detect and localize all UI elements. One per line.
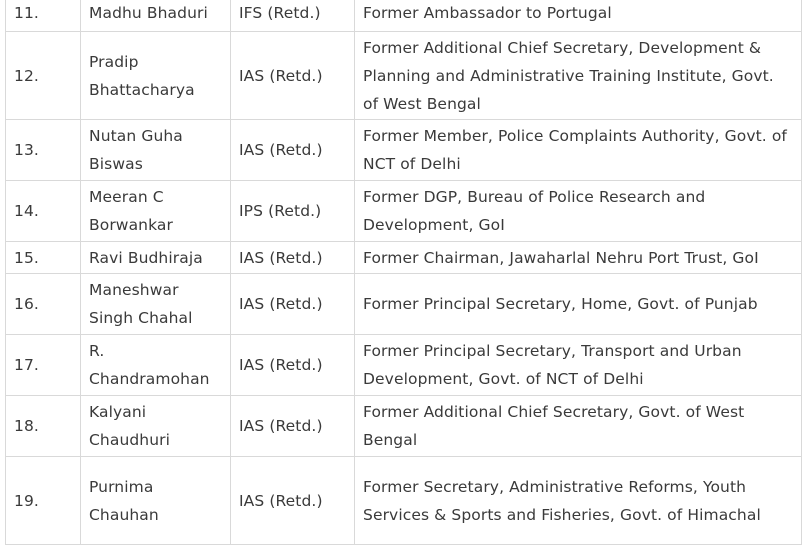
row-number: 12. [6,32,81,120]
service: IAS (Retd.) [231,457,355,545]
designation: Former Ambassador to Portugal [355,0,802,32]
designation: Former Principal Secretary, Transport and Urban Development, Govt. of NCT of Delhi [355,335,802,396]
table-row [6,32,802,120]
row-number: 11. [6,0,81,32]
person-name: Kalyani Chaudhuri [81,396,231,457]
designation: Former Chairman, Jawaharlal Nehru Port Trust, GoI [355,242,802,274]
service: IPS (Retd.) [231,181,355,242]
person-name: Madhu Bhaduri [81,0,231,32]
person-name: Pradip Bhattacharya [81,32,231,120]
designation: Former Additional Chief Secretary, Development & Planning and Administrative Training Institute, Govt. of West Bengal [355,32,802,120]
table-row [6,0,802,32]
designation: Former Principal Secretary, Home, Govt. of Punjab [355,274,802,335]
row-number: 18. [6,396,81,457]
service: IAS (Retd.) [231,120,355,181]
row-number: 16. [6,274,81,335]
person-name: Nutan Guha Biswas [81,120,231,181]
designation: Former Additional Chief Secretary, Govt. of West Bengal [355,396,802,457]
row-number: 19. [6,457,81,545]
designation: Former Member, Police Complaints Authority, Govt. of NCT of Delhi [355,120,802,181]
table-body [6,0,802,545]
table-row [6,274,802,335]
service: IAS (Retd.) [231,396,355,457]
service: IFS (Retd.) [231,0,355,32]
designation: Former Secretary, Administrative Reforms, Youth Services & Sports and Fisheries, Govt. of Himachal [355,457,802,545]
person-name: R. Chandramohan [81,335,231,396]
row-number: 14. [6,181,81,242]
table-row [6,120,802,181]
designation: Former DGP, Bureau of Police Research and Development, GoI [355,181,802,242]
person-name: Ravi Budhiraja [81,242,231,274]
row-number: 15. [6,242,81,274]
table-row [6,242,802,274]
row-number: 13. [6,120,81,181]
row-number: 17. [6,335,81,396]
table-row [6,457,802,545]
person-name: Purnima Chauhan [81,457,231,545]
table-row [6,396,802,457]
person-name: Maneshwar Singh Chahal [81,274,231,335]
person-name: Meeran C Borwankar [81,181,231,242]
table-row [6,181,802,242]
service: IAS (Retd.) [231,242,355,274]
service: IAS (Retd.) [231,32,355,120]
signatories-table [5,0,802,545]
table-row [6,335,802,396]
service: IAS (Retd.) [231,335,355,396]
service: IAS (Retd.) [231,274,355,335]
